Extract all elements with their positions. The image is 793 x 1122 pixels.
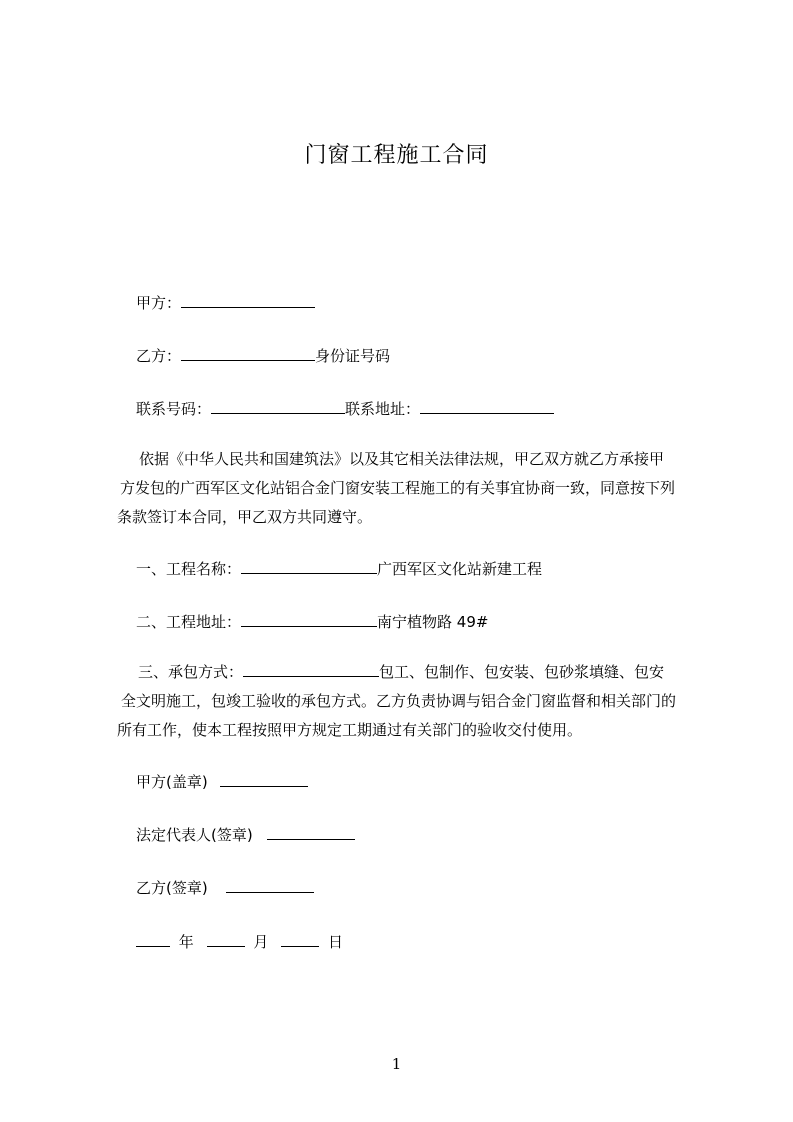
phone-blank	[211, 398, 345, 414]
party-a-seal-blank	[220, 771, 308, 787]
party-a-seal-label: 甲方(盖章)	[136, 773, 208, 791]
page-number: 1	[391, 1055, 402, 1073]
clause-3-line	[117, 658, 699, 687]
clause-3-label: 三、承包方式：	[138, 663, 244, 681]
clause-3-line: 所有工作，使本工程按照甲方规定工期通过有关部门的验收交付使用。	[117, 721, 583, 739]
legal-rep-line	[136, 824, 355, 845]
clause-3-line1-rest: 包工、包制作、包安装、包砂浆填缝、包安	[379, 663, 665, 681]
clause-3-line: 全文明施工，包竣工验收的承包方式。乙方负责协调与铝合金门窗监督和相关部门的	[121, 692, 677, 710]
intro-line: 方发包的广西军区文化站铝合金门窗安装工程施工的有关事宜协商一致，同意按下列	[120, 479, 676, 497]
party-b-sign-blank	[226, 877, 314, 893]
contact-line	[136, 398, 554, 419]
legal-rep-label: 法定代表人(签章)	[136, 826, 253, 844]
party-b-line	[136, 345, 390, 366]
day-blank	[281, 931, 319, 947]
party-b-label: 乙方：	[136, 347, 182, 365]
intro-line: 依据《中华人民共和国建筑法》以及其它相关法律法规，甲乙双方就乙方承接甲	[139, 450, 665, 468]
month-label: 月	[253, 933, 269, 951]
address-label: 联系地址：	[345, 400, 421, 418]
year-blank	[136, 931, 170, 947]
clause-3-blank	[243, 661, 379, 677]
date-line	[136, 931, 343, 952]
party-a-label: 甲方：	[136, 294, 182, 312]
clause-1-label: 一、工程名称：	[136, 560, 242, 578]
phone-label: 联系号码：	[136, 400, 212, 418]
clause-1-value: 广西军区文化站新建工程	[377, 560, 543, 578]
party-a-blank	[181, 292, 315, 308]
party-b-sign-line	[136, 877, 314, 898]
intro-line: 条款签订本合同，甲乙双方共同遵守。	[117, 508, 373, 526]
clause-3-paragraph	[117, 658, 699, 745]
party-b-sign-label: 乙方(签章)	[136, 879, 208, 897]
page-title: 门窗工程施工合同	[304, 143, 489, 168]
party-b-id-label: 身份证号码	[315, 347, 391, 365]
clause-2-blank	[241, 611, 377, 627]
legal-rep-blank	[267, 824, 355, 840]
clause-2-value: 南宁植物路 49#	[377, 613, 489, 631]
clause-1-blank	[241, 558, 377, 574]
clause-2-label: 二、工程地址：	[136, 613, 242, 631]
month-blank	[207, 931, 245, 947]
clause-2-line	[136, 611, 488, 632]
intro-paragraph	[117, 445, 699, 532]
address-blank	[420, 398, 554, 414]
day-label: 日	[327, 933, 343, 951]
clause-1-line	[136, 558, 542, 579]
party-b-blank	[181, 345, 315, 361]
year-label: 年	[178, 933, 194, 951]
party-a-line	[136, 292, 315, 313]
party-a-seal-line	[136, 771, 308, 792]
